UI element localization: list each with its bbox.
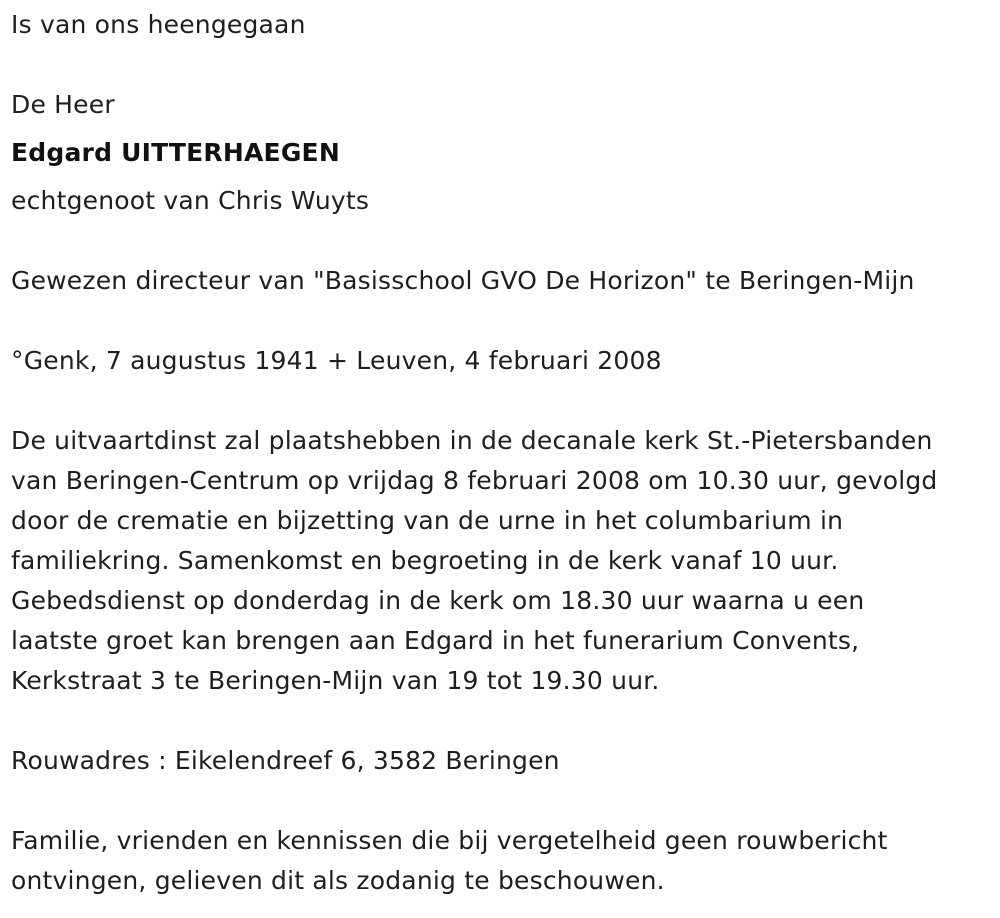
funeral-line: De uitvaartdinst zal plaatshebben in de decanale kerk St.-Pietersbanden bbox=[11, 426, 933, 455]
funeral-line: Kerkstraat 3 te Beringen-Mijn van 19 tot 19.30 uur. bbox=[11, 666, 660, 695]
closing-line: ontvingen, gelieven dit als zodanig te beschouwen. bbox=[11, 866, 665, 895]
salutation: De Heer bbox=[11, 90, 115, 119]
funeral-line: van Beringen-Centrum op vrijdag 8 februari 2008 om 10.30 uur, gevolgd bbox=[11, 466, 938, 495]
intro-text: Is van ons heengegaan bbox=[11, 10, 306, 39]
funeral-line: door de crematie en bijzetting van de urne in het columbarium in bbox=[11, 506, 844, 535]
deceased-name: Edgard UITTERHAEGEN bbox=[11, 138, 340, 167]
funeral-line: familiekring. Samenkomst en begroeting in de kerk vanaf 10 uur. bbox=[11, 546, 839, 575]
funeral-line: Gebedsdienst op donderdag in de kerk om 18.30 uur waarna u een bbox=[11, 586, 865, 615]
closing-line: Familie, vrienden en kennissen die bij vergetelheid geen rouwbericht bbox=[11, 826, 888, 855]
profession-text: Gewezen directeur van "Basisschool GVO De Horizon" te Beringen-Mijn bbox=[11, 266, 915, 295]
mourning-address: Rouwadres : Eikelendreef 6, 3582 Beringen bbox=[11, 746, 560, 775]
life-dates: °Genk, 7 augustus 1941 + Leuven, 4 februari 2008 bbox=[11, 346, 662, 375]
spouse-text: echtgenoot van Chris Wuyts bbox=[11, 186, 370, 215]
funeral-line: laatste groet kan brengen aan Edgard in het funerarium Convents, bbox=[11, 626, 860, 655]
